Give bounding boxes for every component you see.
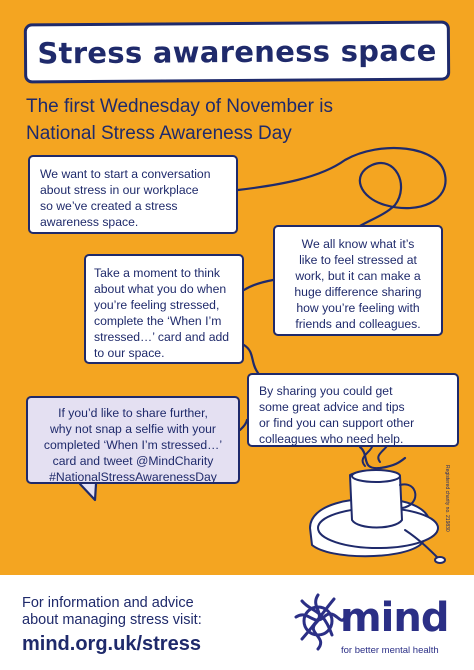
bubble-we-all-know-line: friends and colleagues. [295,317,421,331]
bubble-take-a-moment-line: about what you do when [94,282,227,296]
bubble-we-all-know-line: We all know what it’s [301,237,415,251]
footer-info [22,595,252,629]
bubble-share-further-line: card and tweet @MindCharity [52,454,214,468]
bubble-share-further-line: completed ‘When I’m stressed…’ [43,438,223,452]
bubble-conversation-line: We want to start a conversation [40,167,211,181]
bubble-by-sharing-line: some great advice and tips [259,400,405,414]
bubble-we-all-know [273,225,443,336]
bubble-take-a-moment-line: you’re feeling stressed, [94,298,220,312]
connector-line-5 [360,447,405,468]
footer-url-link[interactable]: mind.org.uk/stress [22,633,201,655]
bubble-share-further-line: #NationalStressAwarenessDay [49,470,217,484]
bubble-conversation-line: awareness space. [40,215,139,229]
subtitle [26,93,456,147]
bubble-we-all-know-line: work, but it can make a [295,269,421,283]
connector-line-3 [244,345,258,373]
connector-line-2 [244,280,273,290]
bubble-take-a-moment-line: Take a moment to think [94,266,220,280]
page-title: Stress awareness space [37,33,437,71]
footer-info-line-1: For information and advice [22,595,194,611]
bubble-we-all-know-line: like to feel stressed at [299,253,417,267]
speech-tail [80,484,96,500]
footer-info-line-2: about managing stress visit: [22,612,202,628]
mind-logo-mark-icon [288,587,348,661]
bubble-share-further-line: If you’d like to share further, [58,406,208,420]
bubble-take-a-moment-line: complete the ‘When I’m [94,314,222,328]
mind-logo-tagline: for better mental health [341,645,439,656]
bubble-by-sharing-line: or find you can support other [259,416,415,430]
subtitle-line-2: National Stress Awareness Day [26,123,292,144]
registered-charity-number: Registered charity no. 219830 [444,465,450,532]
connector-line-1 [238,148,446,226]
bubble-we-all-know-line: how you’re feeling with [296,301,420,315]
bubble-take-a-moment-line: stressed…’ card and add [94,330,230,344]
footer [0,575,474,670]
bubble-we-all-know-line: huge difference sharing [294,285,422,299]
bubble-conversation [28,155,238,234]
bubble-take-a-moment-line: to our space. [94,346,165,360]
bubble-conversation-line: about stress in our workplace [40,183,199,197]
bubble-by-sharing-line: colleagues who need help. [259,432,404,446]
bubble-by-sharing [247,373,459,447]
mind-logo-word: mind [340,595,449,641]
bubble-by-sharing-line: By sharing you could get [259,384,393,398]
bubble-conversation-line: so we’ve created a stress [40,199,178,213]
subtitle-line-1: The first Wednesday of November is [26,96,333,117]
bubble-share-further [26,396,240,484]
title-box [24,21,450,84]
connector-line-4 [240,420,247,430]
bubble-take-a-moment [84,254,244,364]
bubble-share-further-line: why not snap a selfie with your [50,422,216,436]
mind-logo [288,587,458,661]
